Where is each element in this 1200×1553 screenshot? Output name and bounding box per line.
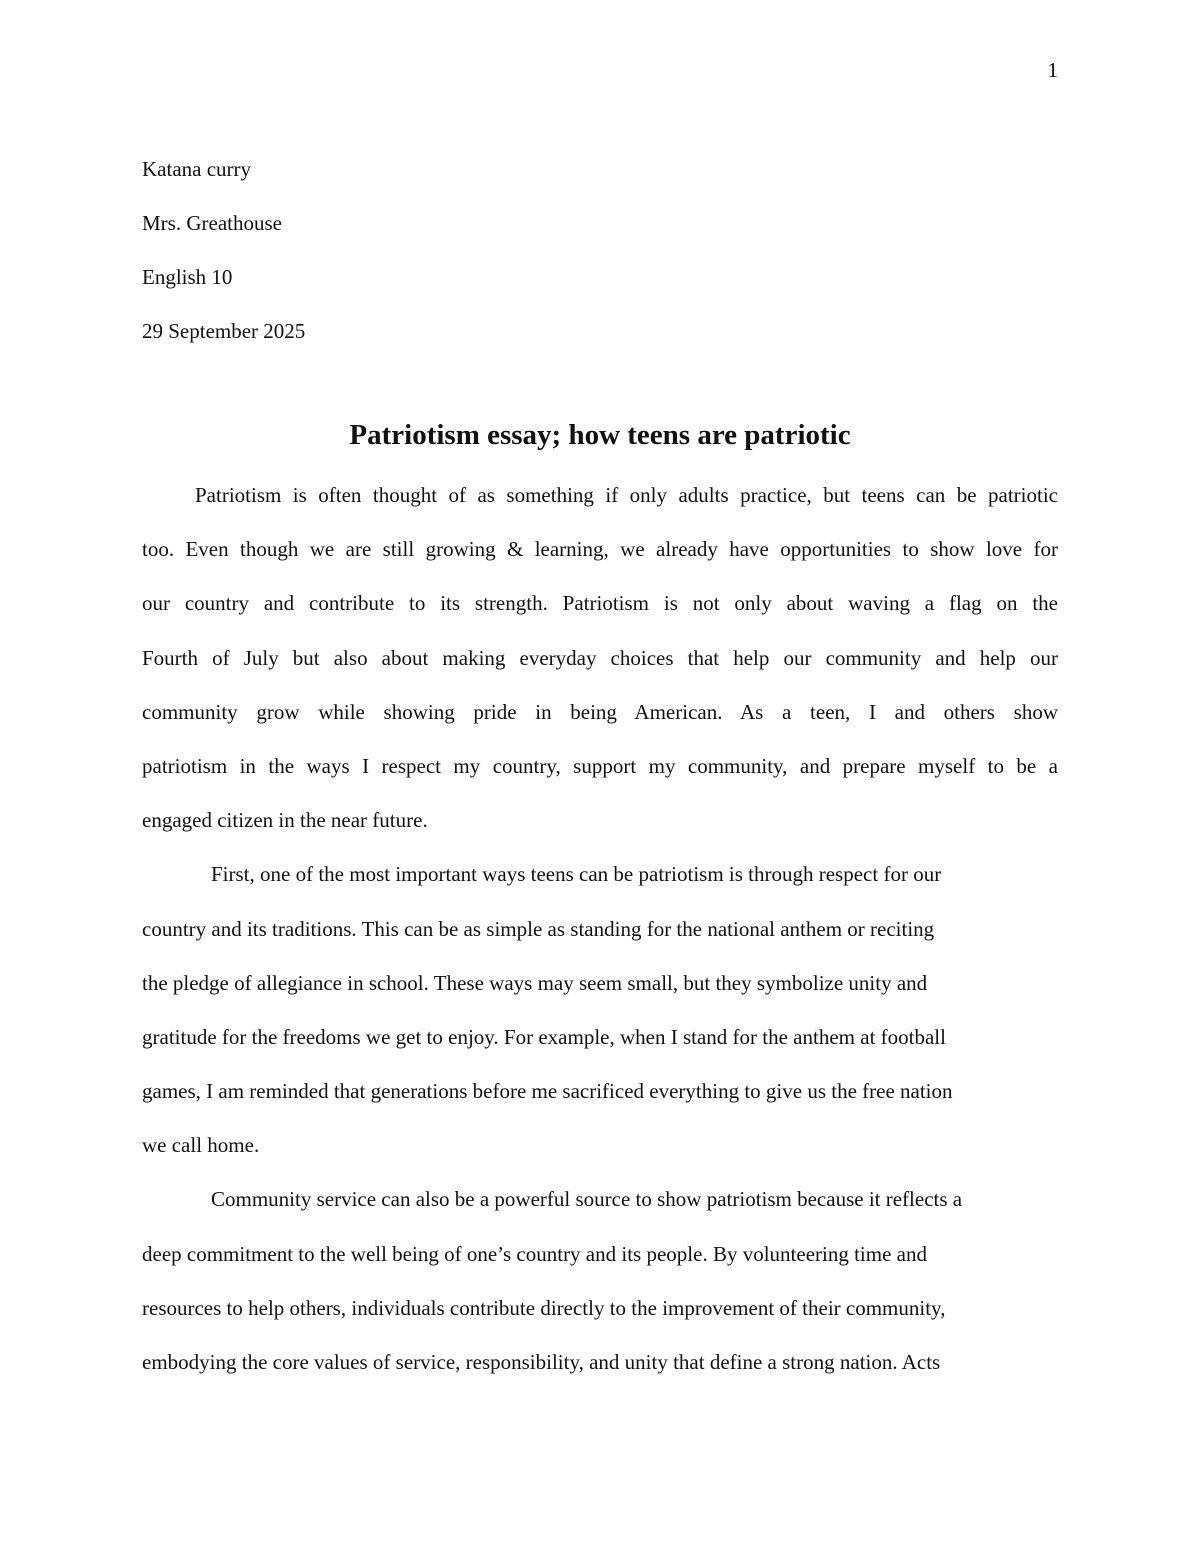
paragraph-line: patriotism in the ways I respect my country, support my community, and prepare myself to be a xyxy=(142,753,1058,778)
student-name: Katana curry xyxy=(142,157,252,181)
paragraph-line: our country and contribute to its strength. Patriotism is not only about waving a flag on the xyxy=(142,591,1058,616)
paragraph-line: community grow while showing pride in being American. As a teen, I and others show xyxy=(142,699,1058,724)
essay-title: Patriotism essay; how teens are patriotic xyxy=(349,419,851,451)
paragraph-introduction xyxy=(142,468,1058,847)
page-number: 1 xyxy=(1047,58,1058,82)
paragraph-line: games, I am reminded that generations before me sacrificed everything to give us the free nation xyxy=(142,1079,953,1104)
paragraph-line: gratitude for the freedoms we get to enjoy. For example, when I stand for the anthem at football xyxy=(142,1024,946,1049)
paragraph-line: too. Even though we are still growing & learning, we already have opportunities to show love for xyxy=(142,537,1058,562)
paragraph-line: embodying the core values of service, responsibility, and unity that define a strong nation. Acts xyxy=(142,1350,941,1374)
essay-date: 29 September 2025 xyxy=(142,319,306,343)
teacher-name: Mrs. Greathouse xyxy=(142,211,282,235)
paragraph-line: Patriotism is often thought of as something if only adults practice, but teens can be patriotic xyxy=(195,483,1058,507)
mla-heading xyxy=(142,142,1058,358)
paragraph-line: First, one of the most important ways teens can be patriotism is through respect for our xyxy=(211,862,942,887)
paragraph-line: Community service can also be a powerful source to show patriotism because it reflects a xyxy=(211,1187,963,1212)
paragraph-line: engaged citizen in the near future. xyxy=(142,808,428,833)
paragraph-line: resources to help others, individuals contribute directly to the improvement of their community, xyxy=(142,1295,946,1320)
essay-body xyxy=(142,468,1058,1389)
course-name: English 10 xyxy=(142,265,233,289)
paragraph-line: Fourth of July but also about making everyday choices that help our community and help our xyxy=(142,645,1058,670)
paragraph-line: the pledge of allegiance in school. These ways may seem small, but they symbolize unity and xyxy=(142,970,928,995)
paragraph-line: we call home. xyxy=(142,1133,260,1158)
paragraph-line: deep commitment to the well being of one’s country and its people. By volunteering time and xyxy=(142,1241,927,1266)
paragraph-community-service xyxy=(142,1172,1058,1389)
paragraph-respect xyxy=(142,847,1058,1172)
paragraph-line: country and its traditions. This can be as simple as standing for the national anthem or reciting xyxy=(142,916,935,941)
